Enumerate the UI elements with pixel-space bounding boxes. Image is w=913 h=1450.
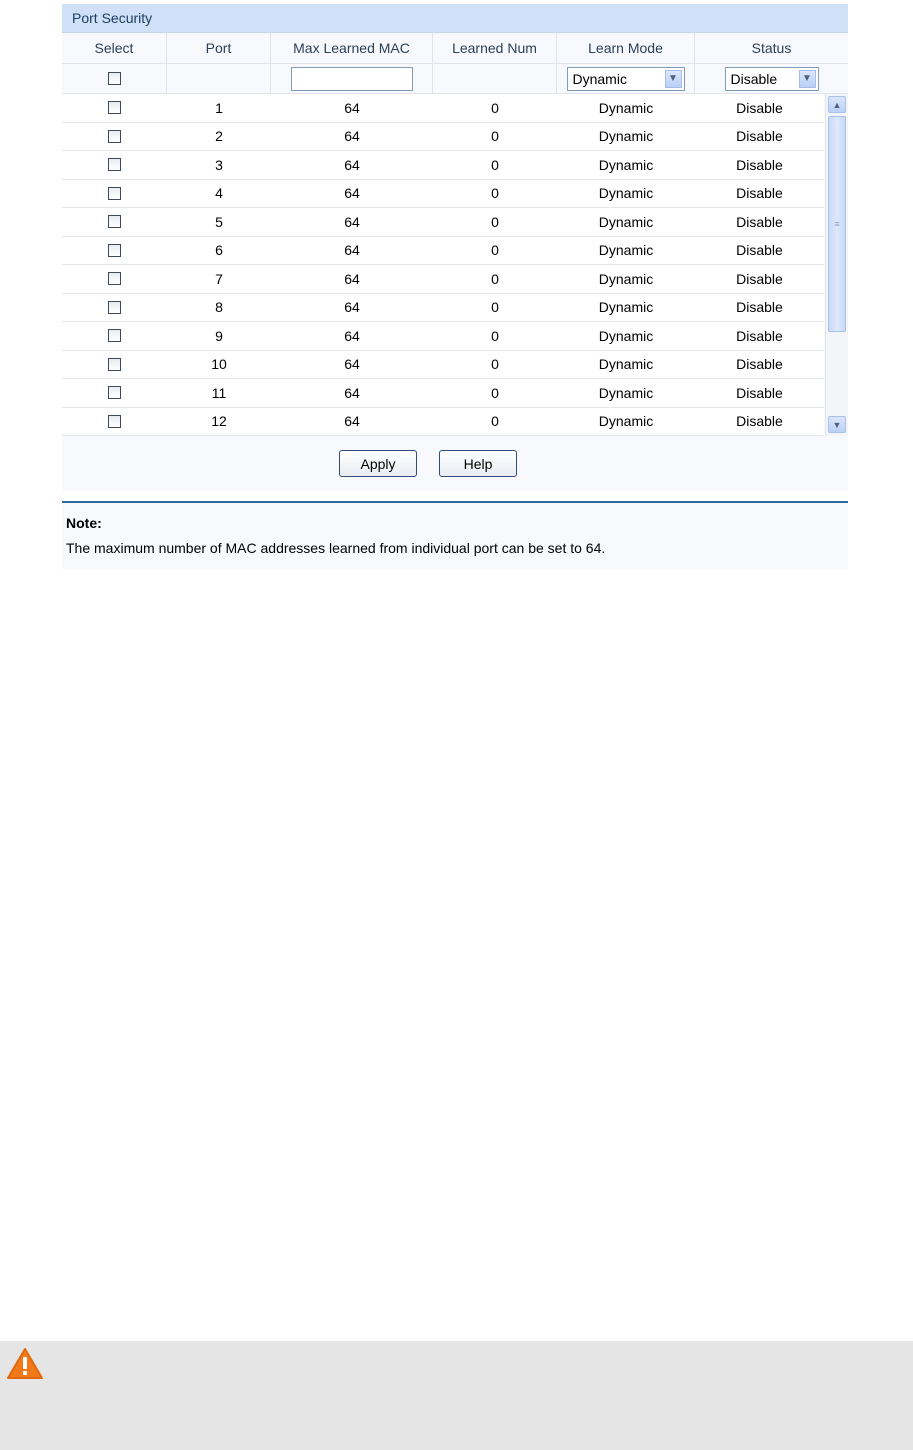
learned-num-cell: 0 xyxy=(491,413,499,430)
note-title: Note: xyxy=(66,515,102,531)
port-cell: 11 xyxy=(211,384,227,401)
status-select[interactable] xyxy=(725,67,819,91)
bulk-edit-row xyxy=(62,64,848,94)
chevron-down-icon[interactable]: ▼ xyxy=(828,416,846,433)
max-learned-mac-cell: 64 xyxy=(344,242,360,259)
max-learned-mac-cell: 64 xyxy=(344,356,360,373)
max-learned-mac-cell: 64 xyxy=(344,99,360,116)
row-select-checkbox[interactable] xyxy=(108,215,121,228)
learn-mode-cell: Dynamic xyxy=(598,99,654,116)
warning-icon xyxy=(6,1347,44,1381)
max-learned-mac-cell: 64 xyxy=(344,270,360,287)
status-cell: Disable xyxy=(736,128,783,145)
learned-num-cell: 0 xyxy=(491,270,499,287)
port-cell: 6 xyxy=(215,242,223,259)
table-row xyxy=(62,322,824,351)
note-text: The maximum number of MAC addresses learned from individual port can be set to 64. xyxy=(66,540,606,556)
apply-button[interactable]: Apply xyxy=(339,450,417,477)
col-status-header: Status xyxy=(695,33,848,64)
learn-mode-cell: Dynamic xyxy=(598,242,654,259)
port-cell: 12 xyxy=(211,413,227,430)
learn-mode-cell: Dynamic xyxy=(598,156,654,173)
learn-mode-cell: Dynamic xyxy=(598,270,654,287)
learn-mode-cell: Dynamic xyxy=(598,185,654,202)
status-cell: Disable xyxy=(736,356,783,373)
learned-num-cell: 0 xyxy=(491,128,499,145)
status-cell: Disable xyxy=(736,270,783,287)
port-cell: 2 xyxy=(215,128,223,145)
port-cell: 3 xyxy=(215,156,223,173)
scrollbar-thumb[interactable]: ≡ xyxy=(828,116,846,332)
select-all-checkbox[interactable] xyxy=(108,72,121,85)
table-row xyxy=(62,294,824,323)
col-learn-mode-header: Learn Mode xyxy=(557,33,695,64)
status-cell: Disable xyxy=(736,185,783,202)
learn-mode-cell: Dynamic xyxy=(598,299,654,316)
row-select-checkbox[interactable] xyxy=(108,187,121,200)
row-select-checkbox[interactable] xyxy=(108,272,121,285)
table-row xyxy=(62,123,824,152)
port-security-panel xyxy=(62,4,848,491)
table-row xyxy=(62,408,824,437)
max-learned-mac-cell: 64 xyxy=(344,327,360,344)
learn-mode-cell: Dynamic xyxy=(598,213,654,230)
row-select-checkbox[interactable] xyxy=(108,358,121,371)
col-port-header: Port xyxy=(167,33,271,64)
learn-mode-cell: Dynamic xyxy=(598,384,654,401)
warning-box xyxy=(0,1341,913,1450)
max-learned-mac-cell: 64 xyxy=(344,384,360,401)
learned-num-cell: 0 xyxy=(491,213,499,230)
note-section xyxy=(62,501,848,569)
row-select-checkbox[interactable] xyxy=(108,329,121,342)
table-row xyxy=(62,180,824,209)
learn-mode-cell: Dynamic xyxy=(598,413,654,430)
max-learned-mac-cell: 64 xyxy=(344,185,360,202)
learned-num-cell: 0 xyxy=(491,99,499,116)
port-rows xyxy=(62,94,824,436)
status-cell: Disable xyxy=(736,99,783,116)
table-row xyxy=(62,208,824,237)
learned-num-cell: 0 xyxy=(491,185,499,202)
row-select-checkbox[interactable] xyxy=(108,101,121,114)
learned-num-cell: 0 xyxy=(491,299,499,316)
button-bar xyxy=(62,436,848,491)
max-learned-mac-cell: 64 xyxy=(344,156,360,173)
row-select-checkbox[interactable] xyxy=(108,130,121,143)
table-header xyxy=(62,33,848,64)
row-select-checkbox[interactable] xyxy=(108,301,121,314)
port-cell: 9 xyxy=(215,327,223,344)
learn-mode-select[interactable] xyxy=(567,67,685,91)
port-cell: 5 xyxy=(215,213,223,230)
table-row xyxy=(62,151,824,180)
row-select-checkbox[interactable] xyxy=(108,415,121,428)
learned-num-cell: 0 xyxy=(491,327,499,344)
row-select-checkbox[interactable] xyxy=(108,386,121,399)
panel-title: Port Security xyxy=(62,4,848,33)
table-row xyxy=(62,351,824,380)
learned-num-cell: 0 xyxy=(491,356,499,373)
learn-mode-selected-value: Dynamic xyxy=(572,70,627,87)
port-cell: 10 xyxy=(211,356,227,373)
status-cell: Disable xyxy=(736,213,783,230)
col-max-learned-mac-header: Max Learned MAC xyxy=(271,33,433,64)
status-cell: Disable xyxy=(736,299,783,316)
status-selected-value: Disable xyxy=(730,70,778,87)
learn-mode-cell: Dynamic xyxy=(598,356,654,373)
max-learned-mac-cell: 64 xyxy=(344,413,360,430)
chevron-down-icon[interactable]: ▼ xyxy=(665,70,682,88)
help-button[interactable]: Help xyxy=(439,450,517,477)
row-select-checkbox[interactable] xyxy=(108,244,121,257)
max-learned-mac-cell: 64 xyxy=(344,213,360,230)
col-learned-num-header: Learned Num xyxy=(433,33,557,64)
chevron-up-icon[interactable]: ▲ xyxy=(828,96,846,113)
table-row xyxy=(62,379,824,408)
table-row xyxy=(62,94,824,123)
port-cell: 1 xyxy=(215,99,223,116)
status-cell: Disable xyxy=(736,384,783,401)
port-cell: 7 xyxy=(215,270,223,287)
learned-num-cell: 0 xyxy=(491,384,499,401)
chevron-down-icon[interactable]: ▼ xyxy=(799,70,816,88)
learn-mode-cell: Dynamic xyxy=(598,128,654,145)
status-cell: Disable xyxy=(736,156,783,173)
max-learned-mac-cell: 64 xyxy=(344,128,360,145)
status-cell: Disable xyxy=(736,413,783,430)
col-select-header: Select xyxy=(62,33,167,64)
table-row xyxy=(62,265,824,294)
port-cell: 8 xyxy=(215,299,223,316)
port-cell: 4 xyxy=(215,185,223,202)
learn-mode-cell: Dynamic xyxy=(598,327,654,344)
status-cell: Disable xyxy=(736,242,783,259)
learned-num-cell: 0 xyxy=(491,242,499,259)
max-learned-mac-cell: 64 xyxy=(344,299,360,316)
learned-num-cell: 0 xyxy=(491,156,499,173)
row-select-checkbox[interactable] xyxy=(108,158,121,171)
vertical-scrollbar[interactable] xyxy=(825,94,848,436)
status-cell: Disable xyxy=(736,327,783,344)
max-learned-mac-input[interactable] xyxy=(291,67,413,91)
table-row xyxy=(62,237,824,266)
port-table-body xyxy=(62,94,848,436)
